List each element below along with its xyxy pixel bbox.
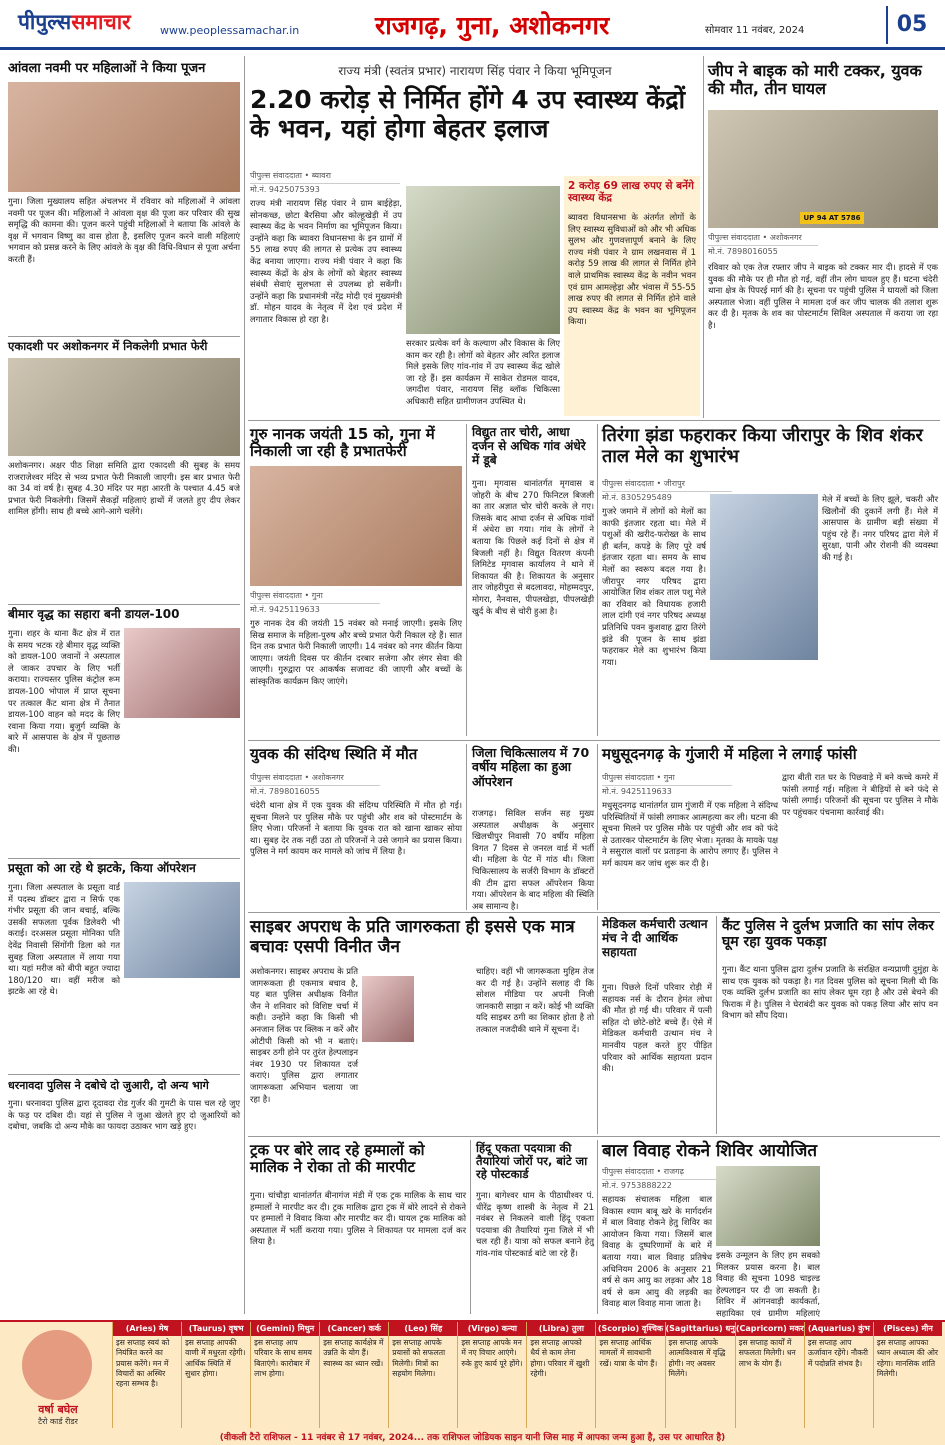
- hospital-photo: [124, 882, 240, 978]
- a19-body3: [824, 1166, 938, 1314]
- flag-hoisting-photo: [710, 494, 818, 660]
- a10-body2: मेले में बच्चों के लिए झूले, चकरी और खिलौनों की दुकानें लगी हैं। मेले में आसपास के ग्रामीण बड़ी संख्या में पहुंच रहे हैं। नगर परिषद द्वारा मेले में सुरक्षा, पानी और रोशनी की व्यवस्था की गई है।: [822, 494, 938, 562]
- a5-body: गुना। धरनावदा पुलिस द्वारा दूदावदा रोड गुर्जर की गुमटी के पास चल रहे जुए के फड़ पर दबिश दी। यहां से पुलिस ने जुआ खेलते हुए दो जुआरियों को दबोचा, जबकि दो अन्य मौके का फायदा उठाकर भाग खड़े हुए।: [8, 1098, 240, 1132]
- rashifal-sign-name: (Aquarius) कुंभ: [805, 1322, 873, 1336]
- a15-body: गुना। पिछले दिनों परिवार रोड़ी में सहायक नर्स के दौरान हेमंत लोधा की मौत हो गई थी। परिवार में पत्नी सहित दो छोटे-छोटे बच्चे हैं। ऐसे में मेडिकल कर्मचारी उत्थान मंच ने मानवीय पहल करते हुए पीड़ित परिवार को आर्थिक सहायता प्रदान की।: [602, 982, 712, 1074]
- a3-body-cont: [124, 722, 240, 854]
- rashifal-sign-text: इस सप्ताह कार्यक्षेत्र में उन्नति के योग हैं। स्वास्थ्य का ध्यान रखें।: [323, 1338, 384, 1368]
- a6-body: राज्य मंत्री नारायण सिंह पंवार ने ग्राम बाईहेड़ा, सोनकच्छ, छोटा बैरसिया और कोल्हूखेड़ी में उप स्वास्थ्य केंद्र के भवन निर्माण का भूमिपूजन किया। उन्होंने कहा कि ब्यावरा विधानसभा के इन ग्रामों में 55 लाख रुपए की लागत से प्रत्येक उप स्वास्थ्य केंद्र बनाया जाएगा। राज्य मंत्री पंवार ने कहा कि स्वास्थ्य केंद्रों के क्षेत्र के लोगों को बेहतर स्वास्थ्य संबंधी सेवाएं सुलभता से उपलब्ध हो सकेंगी। उन्होंने कहा कि प्रधानमंत्री नरेंद्र मोदी एवं मुख्यमंत्री डॉ. मोहन यादव के नेतृत्व में देश एवं प्रदेश में लगातार विकास हो रहा है।: [250, 198, 402, 324]
- divider: [8, 1074, 240, 1075]
- a1-body: गुना। जिला मुख्यालय सहित अंचलभर में रविवार को महिलाओं ने आंवला नवमी पर पूजन की। महिलाओं ने आंवला वृक्ष की पूजा कर परिवार की सुख समृद्धि की कामना की। पूजन करने पहुंची महिलाओं ने बताया कि आंवले के वृक्ष में भगवान विष्णु का वास होता है, इसलिए पूजन करने वाली महिलाएं भगवान को प्रसन्न करने के लिए आंवले के वृक्ष की विधि-विधान से पूजा अर्चना करती हैं।: [8, 196, 240, 264]
- logo-part-1: पीपुल्स: [18, 10, 72, 34]
- a19-body: सहायक संचालक महिला बाल विकास श्याम बाबू खरे के मार्गदर्शन में बाल विवाह रोकने हेतु शिविर का आयोजन किया गया। जिसमें बाल विवाह के दुष्परिणामों के बारे में बताया गया। बाल विवाह प्रतिषेध अधिनियम 2006 के अनुसार 21 वर्ष से कम आयु का लड़का और 18 वर्ष से कम आयु की लड़की का विवाह बाल विवाह माना जाता है।: [602, 1194, 712, 1309]
- a18-body: गुना। बागेश्वर धाम के पीठाधीश्वर पं. धीरेंद्र कृष्ण शास्त्री के नेतृत्व में 21 नवंबर से निकलने वाली हिंदू एकता पदयात्रा की तैयारियां गुना जिले में भी चल रही हैं। यात्रा को सफल बनाने हेतु गांव-गांव पोस्टकार्ड बांटे जा रहे हैं।: [476, 1190, 594, 1258]
- publication-date: सोमवार 11 नवंबर, 2024: [705, 25, 805, 36]
- column-rule: [703, 56, 704, 418]
- rashifal-footer: (वीकली टैरो राशिफल - 11 नवंबर से 17 नवंबर, 2024... तक राशिफल जोडियक साइन यानी जिस माह में आपका जन्म हुआ है, उस पर आधारित है): [219, 1433, 726, 1443]
- rashifal-sign-name: (Taurus) वृषभ: [182, 1322, 250, 1336]
- rashifal-sign-name: (Capricorn) मकर: [736, 1322, 804, 1336]
- a6-headline: 2.20 करोड़ से निर्मित होंगे 4 उप स्वास्थ्य केंद्रों के भवन, यहां होगा बेहतर इलाज: [250, 85, 686, 143]
- rashifal-sign-name: (Pisces) मीन: [874, 1322, 942, 1336]
- a11-mobile: मो.नं. 7898016055: [250, 787, 320, 796]
- a15-headline: मेडिकल कर्मचारी उत्थान मंच ने दी आर्थिक सहायता: [602, 917, 708, 959]
- a10-mobile: मो.नं. 8305295489: [602, 493, 672, 502]
- a11-headline: युवक की संदिग्ध स्थिति में मौत: [250, 745, 418, 763]
- rashifal-cell: [181, 1322, 250, 1428]
- a7-mobile: मो.नं. 7898016055: [708, 247, 778, 256]
- astrologer-photo: [22, 1330, 92, 1400]
- rashifal-cell: [595, 1322, 664, 1428]
- rashifal-cell: [873, 1322, 942, 1428]
- astrologer-title: टैरो कार्ड रीडर: [38, 1417, 78, 1426]
- a2-body: अशोकनगर। अक्षर पीठ शिक्षा समिति द्वारा एकादशी की सुबह के समय राजराजेश्वर मंदिर से भव्य प्रभात फेरी निकाली जाएगी। इस बार प्रभात फेरी का 34 वां वर्ष है। सुबह 4.30 मंदिर पर महा आरती के पश्चात 4.45 बजे प्रभात फेरी निकलेगी। जिसमें सैकड़ों महिलाएं हाथों में जलते हुए दीप लेकर शामिल होंगी। साथ ही बच्चे आगे-आगे चलेंगे।: [8, 460, 240, 517]
- a19-headline: बाल विवाह रोकने शिविर आयोजित: [602, 1141, 818, 1161]
- a2-headline: एकादशी पर अशोकनगर में निकलेगी प्रभात फेरी: [8, 339, 208, 353]
- rashifal-cell: [735, 1322, 804, 1428]
- rashifal-cell: [526, 1322, 595, 1428]
- rashifal-cell: [112, 1322, 181, 1428]
- a5-headline: धरनावदा पुलिस ने दबोचे दो जुआरी, दो अन्य भागे: [8, 1079, 209, 1092]
- a19-byline: पीपुल्स संवाददाता • राजगढ़: [602, 1166, 732, 1180]
- dial100-photo: [124, 628, 240, 718]
- gurunanak-photo: [250, 466, 462, 586]
- a13-byline: पीपुल्स संवाददाता • गुना: [602, 772, 732, 786]
- a16-headline: कैंट पुलिस ने दुर्लभ प्रजाति का सांप लेकर घूम रहा युवक पकड़ा: [722, 918, 934, 951]
- a10-headline: तिरंगा झंडा फहराकर किया जीरापुर के शिव शंकर ताल मेले का शुभारंभ: [602, 425, 923, 467]
- rashifal-sign-name: (Scorpio) वृश्चिक: [596, 1322, 664, 1336]
- a3-body: गुना। शहर के थाना कैंट क्षेत्र में रात के समय भटक रहे बीमार वृद्ध व्यक्ति को डायल-100 जवानों ने अस्पताल ले जाकर उपचार के लिए भर्ती कराया। राज्यस्तर पुलिस कंट्रोल रूम डायल-100 भोपाल में प्राप्त सूचना पर तत्काल कैंट थाना क्षेत्र में तैनात डायल-100 वाहन को मदद के लिए रवाना किया गया। बुजुर्ग व्यक्ति के बारे में आसपास के क्षेत्र में पूछताछ की।: [8, 628, 120, 754]
- rashifal-sign-text: इस सप्ताह कार्यों में सफलता मिलेगी। धन लाभ के योग हैं।: [738, 1338, 796, 1368]
- a1-headline: आंवला नवमी पर महिलाओं ने किया पूजन: [8, 61, 206, 76]
- a14-body: अशोकनगर। साइबर अपराध के प्रति जागरूकता ही एकमात्र बचाव है, यह बात पुलिस अधीक्षक विनीत जैन ने शनिवार को विशिष्ट चर्चा में कही। उन्होंने कहा कि किसी भी अनजान लिंक पर क्लिक न करें और ओटीपी किसी को भी न बताएं। साइबर ठगी होने पर तुरंत हेल्पलाइन नंबर 1930 पर शिकायत दर्ज कराएं। पुलिस द्वारा लगातार जागरूकता अभियान चलाया जा रहा है।: [250, 966, 358, 1104]
- a13-headline: मधुसूदनगढ़ के गुंजारी में महिला ने लगाई फांसी: [602, 745, 857, 763]
- a17-body: गुना। चांचौड़ा थानांतर्गत बीनागंज मंडी में एक ट्रक मालिक के साथ चार हम्मालों ने मारपीट कर दी। ट्रक मालिक द्वारा ट्रक में बोरे लादने से रोकने पर हम्मालों ने विवाद किया और मारपीट कर दी। घायल ट्रक मालिक को अस्पताल में भर्ती कराया गया। पुलिस ने शिकायत पर मामला दर्ज कर लिया है।: [250, 1190, 466, 1247]
- a4-body: गुना। जिला अस्पताल के प्रसूता वार्ड में पदस्थ डॉक्टर द्वारा न सिर्फ एक गंभीर प्रसूता की जान बचाई, बल्कि उसकी सफलता पूर्वक डिलेवरी भी कराई। दरअसल प्रसूता मोनिका पति देवेंद्र निवासी सिंगोंगी डिला को गत सुबह जिला अस्पताल में लाया गया था। यहां मरीज को बीपी बहुत ज्यादा 180/120 था। वहीं मरीज को झटके आ रहे थे।: [8, 882, 120, 997]
- rashifal-sign-name: (Gemini) मिथुन: [251, 1322, 319, 1336]
- divider: [248, 420, 940, 421]
- a8-headline: गुरु नानक जयंती 15 को, गुना में निकाली जा रही है प्रभातफेरी: [250, 425, 435, 461]
- astrologer-name: वर्षा बघेल: [38, 1403, 78, 1416]
- a6-byline: पीपुल्स संवाददाता • ब्यावरा: [250, 170, 400, 184]
- divider: [8, 858, 240, 859]
- rashifal-sign-text: इस सप्ताह आपके प्रयासों को सफलता मिलेगी। मित्रों का सहयोग मिलेगा।: [392, 1338, 446, 1378]
- a6-box-title: 2 करोड़ 69 लाख रुपए से बनेंगे स्वास्थ्य केंद्र: [568, 180, 694, 205]
- rashifal-cell: [250, 1322, 319, 1428]
- sp-portrait-photo: [362, 976, 414, 1042]
- column-rule: [597, 916, 598, 1134]
- a14-body2: चाहिए। वहीं भी जागरूकता मुहिम तेज कर दी गई है। उन्होंने सलाह दी कि सोशल मीडिया पर अपनी निजी जानकारी साझा न करें। कोई भी व्यक्ति यदि साइबर ठगी का शिकार होता है तो तत्काल नजदीकी थाने में सूचना दें।: [476, 966, 594, 1034]
- a16-body: गुना। कैंट थाना पुलिस द्वारा दुर्लभ प्रजाति के संरक्षित वन्यप्राणी दुमुंहा के साथ एक युवक को पकड़ा है। गत दिवस पुलिस को सूचना मिली थी कि एक व्यक्ति दुर्लभ प्रजाति का सांप लेकर घूम रहा है और उसे बेचने की फिराक में है। पुलिस ने घेराबंदी कर युवक को पकड़ लिया और सांप वन विभाग को सौंप दिया।: [722, 964, 938, 1021]
- newspaper-logo: [18, 8, 131, 36]
- a6-body2: सरकार प्रत्येक वर्ग के कल्याण और विकास के लिए काम कर रही है। लोगों को बेहतर और त्वरित इलाज मिले इसके लिए गांव-गांव में उप स्वास्थ्य केंद्र खोले जा रहे हैं। इस कार्यक्रम में साकेत रोडमल यादव, जगदीश पंवार, नारायण सिंह ब्लॉक चिकित्सा अधिकारी सहित ग्रामीणजन उपस्थित थे।: [406, 338, 560, 406]
- a6-mobile: मो.नं. 9425075393: [250, 185, 320, 194]
- rashifal-sign-text: इस सप्ताह स्वयं को नियंत्रित करने का प्रयास करेंगे। मन में विचारों का अस्थिर रहना सम्भव है।: [116, 1338, 170, 1388]
- rashifal-sign-name: (Libra) तुला: [527, 1322, 595, 1336]
- edition-title: राजगढ़, गुना, अशोकनगर: [375, 11, 610, 40]
- rashifal-sign-name: (Virgo) कन्या: [458, 1322, 526, 1336]
- rashifal-cell: [665, 1322, 735, 1428]
- column-rule: [470, 1140, 471, 1314]
- divider: [8, 336, 240, 337]
- a9-body: गुना। मृगवास थानांतर्गत मृगवास व जोहरी के बीच 270 फिनिटल बिजली का तार अज्ञात चोर चोरी करके ले गए। जिसके बाद आधा दर्जन से अधिक गांवों में अंधेरा छा गया। गांव के लोगों ने बताया कि पिछले कई दिनों से क्षेत्र में बिजली नहीं है। विद्युत वितरण कंपनी लिमिटेड मृगवास कार्यालय ने थाने में शिकायत की है। शिकायत के अनुसार तार जोहरीपुरा से बदलावदा, मोहम्मदपुर, मोगरा, नैनवास, पीपलखेड़ा, पीपलखेड़ी खुर्द के बीच से चोरी हुआ है।: [472, 478, 594, 616]
- rashifal-sign-text: इस सप्ताह आपकी वाणी में मधुरता रहेगी। आर्थिक स्थिति में सुधार होगा।: [185, 1338, 246, 1378]
- a14-headline: साइबर अपराध के प्रति जागरुकता ही इससे एक मात्र बचावः एसपी विनीत जैन: [250, 917, 575, 957]
- column-rule: [466, 424, 467, 736]
- rashifal-cell: [457, 1322, 526, 1428]
- a18-headline: हिंदू एकता पदयात्रा की तैयारियां जोरों पर, बांटे जा रहे पोस्टकार्ड: [476, 1141, 588, 1182]
- rashifal-cell: [388, 1322, 457, 1428]
- a13-body: मधुसूदनगढ़ थानांतर्गत ग्राम गुंजारी में एक महिला ने संदिग्ध परिस्थितियों में फांसी लगाकर आत्महत्या कर ली। घटना की सूचना मिलने पर पुलिस मौके पर पहुंची और शव को फंदे से उतारकर पोस्टमार्टम के लिए भेजा। मृतका के मायके पक्ष ने ससुराल वालों पर प्रताड़ना के आरोप लगाए हैं। पुलिस ने मर्ग कायम कर जांच शुरू कर दी है।: [602, 800, 778, 868]
- column-rule: [597, 1140, 598, 1314]
- rashifal-sign-name: (Leo) सिंह: [389, 1322, 457, 1336]
- a14-body-mid: [418, 966, 472, 1134]
- a12-body: राजगढ़। सिविल सर्जन सह मुख्य अस्पताल अधीक्षक के अनुसार खिलचीपुर निवासी 70 वर्षीय महिला विगत 7 दिवस से जनरल वार्ड में भर्ती थी। महिला के पेट में गांठ थी। जिला चिकित्सालय के सर्जरी विभाग के डॉक्टरों की टीम द्वारा सफल ऑपरेशन किया गया। ऑपरेशन के बाद महिला की स्थिति अब सामान्य है।: [472, 808, 594, 911]
- rashifal-sign-text: इस सप्ताह आपके आत्मविश्वास में वृद्धि होगी। नए अवसर मिलेंगे।: [668, 1338, 726, 1378]
- rashifal-sign-text: इस सप्ताह आपको धैर्य से काम लेना होगा। परिवार में खुशी रहेगी।: [530, 1338, 590, 1378]
- rashifal-sign-name: (Sagittarius) धनु: [666, 1322, 735, 1336]
- a19-mobile: मो.नं. 9753888222: [602, 1181, 672, 1190]
- rashifal-sign-text: इस सप्ताह आप परिवार के साथ समय बिताएंगे। कारोबार में लाभ होगा।: [254, 1338, 312, 1378]
- a4-headline: प्रसूता को आ रहे थे झटके, किया ऑपरेशन: [8, 861, 196, 875]
- rashifal-sign-name: (Cancer) कर्क: [320, 1322, 388, 1336]
- logo-part-2: समाचार: [71, 10, 131, 34]
- bhoomipujan-photo: [406, 186, 560, 334]
- a8-mobile: मो.नं. 9425119633: [250, 605, 320, 614]
- a13-mobile: मो.नं. 9425119633: [602, 787, 672, 796]
- column-rule: [466, 744, 467, 910]
- rashifal-sign-name: (Aries) मेष: [113, 1322, 181, 1336]
- rashifal-cell: [319, 1322, 388, 1428]
- puja-photo: [8, 82, 240, 192]
- a6-overline: राज्य मंत्री (स्वतंत्र प्रभार) नारायण सिंह पंवार ने किया भूमिपूजन: [338, 64, 612, 78]
- website-url[interactable]: www.peoplessamachar.in: [160, 24, 300, 37]
- rashifal-sign-text: इस सप्ताह आप ऊर्जावान रहेंगे। नौकरी में पदोन्नति संभव है।: [807, 1338, 869, 1368]
- a19-body2: इसके उन्मूलन के लिए हम सबको मिलकर प्रयास करना है। बाल विवाह की सूचना 1098 चाइल्ड हेल्पलाइन पर दी जा सकती है। शिविर में आंगनवाड़ी कार्यकर्ता, सहायिका एवं ग्रामीण महिलाएं: [716, 1250, 820, 1318]
- page-number: 05: [886, 6, 936, 44]
- divider: [248, 740, 940, 741]
- a9-headline: विद्युत तार चोरी, आधा दर्जन से अधिक गांव अंधेरे में डूबे: [472, 425, 586, 467]
- divider: [8, 604, 240, 605]
- rashifal-grid: [112, 1322, 942, 1428]
- rashifal-sign-text: इस सप्ताह आपका ध्यान अध्यात्म की ओर रहेगा। मानसिक शांति मिलेगी।: [876, 1338, 938, 1378]
- divider: [248, 912, 940, 913]
- accident-photo: [708, 110, 938, 228]
- column-rule: [597, 744, 598, 910]
- a11-body: चंदेरी थाना क्षेत्र में एक युवक की संदिग्ध परिस्थिति में मौत हो गई। सूचना मिलने पर पुलिस मौके पर पहुंची और शव को पोस्टमार्टम के लिए भेजा। परिजनों ने बताया कि युवक रात को खाना खाकर सोया था। सुबह देर तक नहीं उठा तो परिजनों ने उसे जगाने का प्रयास किया। पुलिस ने मर्ग कायम कर मामले को जांच में लिया है।: [250, 800, 462, 857]
- camp-photo: [716, 1166, 820, 1246]
- a3-headline: बीमार वृद्ध का सहारा बनी डायल-100: [8, 607, 180, 621]
- a17-headline: ट्रक पर बोरे लाद रहे हम्मालों को मालिक ने रोका तो की मारपीट: [250, 1141, 425, 1177]
- rashifal-sign-text: इस सप्ताह आपके मन में नए विचार आएंगे। रुके हुए कार्य पूरे होंगे।: [461, 1338, 523, 1368]
- vehicle-plate: UP 94 AT 5786: [800, 212, 864, 224]
- column-rule: [597, 424, 598, 736]
- a13-body2: द्वारा बीती रात घर के पिछवाड़े में बने कच्चे कमरे में फांसी लगाई गई। महिला ने बीड़ियों से बने फंदे से फांसी लगाई। परिजनों की सूचना पर पुलिस ने मौके पर पहुंचकर पंचनामा कार्रवाई की।: [782, 772, 938, 817]
- a8-body: गुरु नानक देव की जयंती 15 नवंबर को मनाई जाएगी। इसके लिए सिख समाज के महिला-पुरुष और बच्चे प्रभात फेरी निकाल रहे हैं। सात दिन तक प्रभात फेरी निकाली जाएगी। 14 नवंबर को नगर कीर्तन किया जाएगा। जयंती दिवस पर कीर्तन दरबार सजेगा और लंगर सेवा की जाएगी। गुरुद्वारा पर आकर्षक सजावट की जाएगी और बच्चों के सांस्कृतिक कार्यक्रम किए जाएंगे।: [250, 618, 462, 686]
- a7-byline: पीपुल्स संवाददाता • अशोकनगर: [708, 232, 818, 246]
- a11-byline: पीपुल्स संवाददाता • अशोकनगर: [250, 772, 380, 786]
- rashifal-cell: [804, 1322, 873, 1428]
- rashifal-sign-text: इस सप्ताह आर्थिक मामलों में सावधानी रखें। यात्रा के योग हैं।: [599, 1338, 658, 1368]
- a6-box-body: ब्यावरा विधानसभा के अंतर्गत लोगों के लिए स्वास्थ्य सुविधाओं को और भी अधिक सुलभ और गुणवत्तापूर्ण बनाने के लिए राज्य मंत्री पंवार ने ग्राम लखनवास में 1 करोड़ 59 लाख की लागत से निर्मित होने वाले प्राथमिक स्वास्थ्य केंद्र के नवीन भवन एवं ग्राम आमल्हेड़ा और भंवास में 55-55 लाख रुपए की लागत से निर्मित होने वाले उप स्वास्थ्य केंद्र के भवन का भूमिपूजन किया।: [568, 212, 696, 327]
- column-rule: [716, 916, 717, 1134]
- prabhatferi-photo: [8, 358, 240, 456]
- a7-headline: जीप ने बाइक को मारी टक्कर, युवक की मौत, तीन घायल: [708, 61, 922, 99]
- a12-headline: जिला चिकित्सालय में 70 वर्षीय महिला का हुआ ऑपरेशन: [472, 745, 590, 789]
- a8-byline: पीपुल्स संवाददाता • गुना: [250, 590, 380, 604]
- divider: [248, 1136, 940, 1137]
- a10-body: गुजरे जमाने में लोगों को मेलों का काफी इंतजार रहता था। मेले में पशुओं की खरीद-फरोख्त के साथ ही बर्तन, कपड़े के लिए पूरे वर्ष इंतजार रहता था। समय के साथ मेलों का स्वरूप बदल गया है। जीरापुर नगर परिषद द्वारा आयोजित शिव शंकर ताल पशु मेले का रविवार को विधायक हजारी लाल दांगी एवं नगर परिषद अध्यक्ष प्रतिनिधि पवन कुशवाह द्वारा तिरंगे झंडे की पूजन के साथ झंडा फहराकर मेले का शुभारंभ किया गया।: [602, 506, 706, 667]
- a10-byline: पीपुल्स संवाददाता • जीरापुर: [602, 478, 732, 492]
- column-rule: [244, 56, 245, 1314]
- a7-body: रविवार को एक तेज रफ्तार जीप ने बाइक को टक्कर मार दी। हादसे में एक युवक की मौके पर ही मौत हो गई, वहीं तीन लोग घायल हुए हैं। घटना चंदेरी थाना क्षेत्र के पिपरई मार्ग की है। सूचना पर पहुंची पुलिस ने घायलों को जिला अस्पताल भेजा। वहीं पुलिस ने मामला दर्ज कर जीप चालक की तलाश शुरू कर दी है। मृतक के शव का पोस्टमार्टम सिविल अस्पताल में कराया जा रहा है।: [708, 262, 938, 330]
